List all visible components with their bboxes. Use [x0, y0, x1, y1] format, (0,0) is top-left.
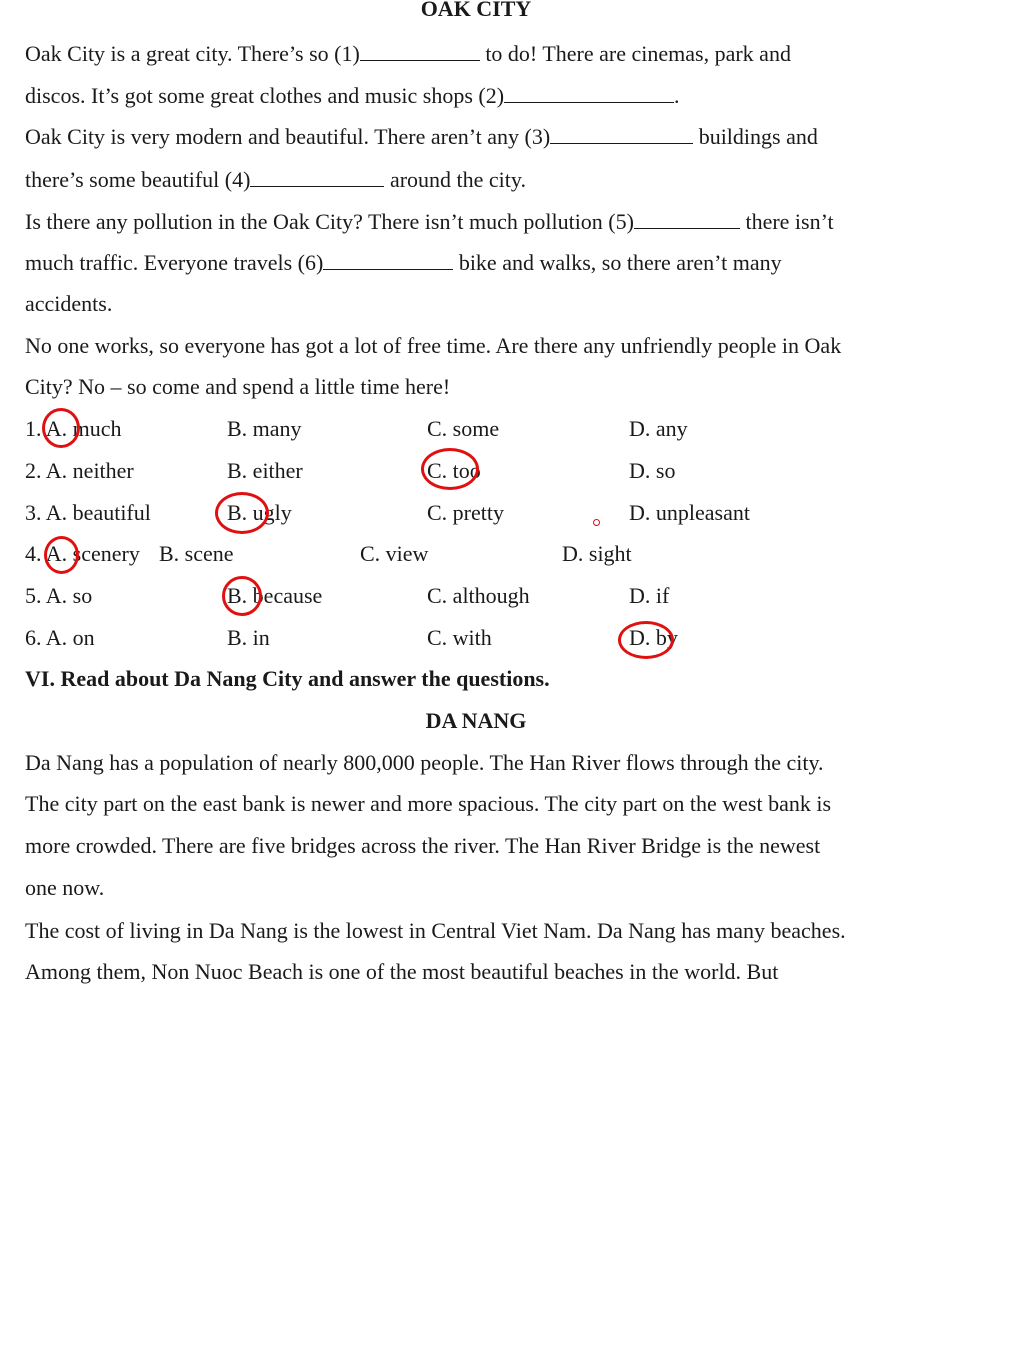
q3-answer-circle: [215, 492, 269, 534]
da-nang-line-1: Da Nang has a population of nearly 800,000 people. The Han River flows through the city.: [25, 750, 824, 775]
q3-option-a[interactable]: 3. A. beautiful: [25, 500, 151, 525]
passage-line-7: accidents.: [25, 291, 113, 316]
q1-option-d[interactable]: D. any: [629, 416, 688, 441]
q1-option-c[interactable]: C. some: [427, 416, 500, 441]
q5-answer-circle: [222, 576, 262, 616]
q5-option-c[interactable]: C. although: [427, 583, 530, 608]
blank-3[interactable]: [550, 123, 693, 144]
blank-6[interactable]: [323, 249, 453, 270]
passage-line-8: No one works, so everyone has got a lot of free time. Are there any unfriendly people in Oak: [25, 333, 842, 358]
blank-1[interactable]: [360, 40, 480, 61]
passage-line-6: much traffic. Everyone travels (6) bike and walks, so there aren’t many: [25, 250, 782, 275]
q1-answer-circle: [42, 408, 80, 448]
q6-option-c[interactable]: C. with: [427, 625, 492, 650]
passage-line-2: discos. It’s got some great clothes and music shops (2) .: [25, 83, 680, 108]
q6-option-b[interactable]: B. in: [227, 625, 270, 650]
q3-option-b[interactable]: B. ugly: [227, 500, 292, 525]
da-nang-line-2: The city part on the east bank is newer and more spacious. The city part on the west bank is: [25, 791, 832, 816]
q6-option-d[interactable]: D. by: [629, 625, 678, 650]
da-nang-line-4: one now.: [25, 875, 105, 900]
q4-option-b[interactable]: B. scene: [159, 541, 234, 566]
q4-option-c[interactable]: C. view: [360, 541, 429, 566]
passage-line-1: Oak City is a great city. There’s so (1) to do! There are cinemas, park and: [25, 41, 791, 66]
passage-line-3: Oak City is very modern and beautiful. There aren’t any (3) buildings and: [25, 124, 818, 149]
q2-option-b[interactable]: B. either: [227, 458, 303, 483]
section-vi-heading: VI. Read about Da Nang City and answer the questions.: [25, 666, 550, 691]
da-nang-title: DA NANG: [425, 708, 527, 733]
q4-option-d[interactable]: D. sight: [562, 541, 632, 566]
blank-2[interactable]: [504, 82, 674, 103]
q5-option-a[interactable]: 5. A. so: [25, 583, 93, 608]
stray-red-dot: [593, 519, 600, 526]
oak-city-title: OAK CITY: [420, 0, 532, 21]
q4-option-a[interactable]: 4. A. scenery: [25, 541, 140, 566]
q2-option-c[interactable]: C. too: [427, 458, 481, 483]
q3-option-d[interactable]: D. unpleasant: [629, 500, 750, 525]
q2-answer-circle: [421, 448, 479, 490]
q2-option-d[interactable]: D. so: [629, 458, 676, 483]
da-nang-line-5: The cost of living in Da Nang is the lowest in Central Viet Nam. Da Nang has many beaches.: [25, 918, 846, 943]
q4-answer-circle: [44, 536, 79, 574]
q5-option-d[interactable]: D. if: [629, 583, 670, 608]
q1-option-a[interactable]: 1. A. much: [25, 416, 122, 441]
q1-option-b[interactable]: B. many: [227, 416, 302, 441]
passage-line-9: City? No – so come and spend a little time here!: [25, 374, 451, 399]
passage-line-4: there’s some beautiful (4) around the city.: [25, 167, 526, 192]
q6-answer-circle: [618, 621, 674, 659]
passage-line-5: Is there any pollution in the Oak City? There isn’t much pollution (5) there isn’t: [25, 209, 834, 234]
da-nang-line-3: more crowded. There are five bridges across the river. The Han River Bridge is the newest: [25, 833, 821, 858]
blank-5[interactable]: [634, 208, 740, 229]
blank-4[interactable]: [250, 166, 384, 187]
da-nang-line-6: Among them, Non Nuoc Beach is one of the most beautiful beaches in the world. But: [25, 959, 779, 984]
q3-option-c[interactable]: C. pretty: [427, 500, 504, 525]
q2-option-a[interactable]: 2. A. neither: [25, 458, 134, 483]
q6-option-a[interactable]: 6. A. on: [25, 625, 95, 650]
q5-option-b[interactable]: B. because: [227, 583, 323, 608]
